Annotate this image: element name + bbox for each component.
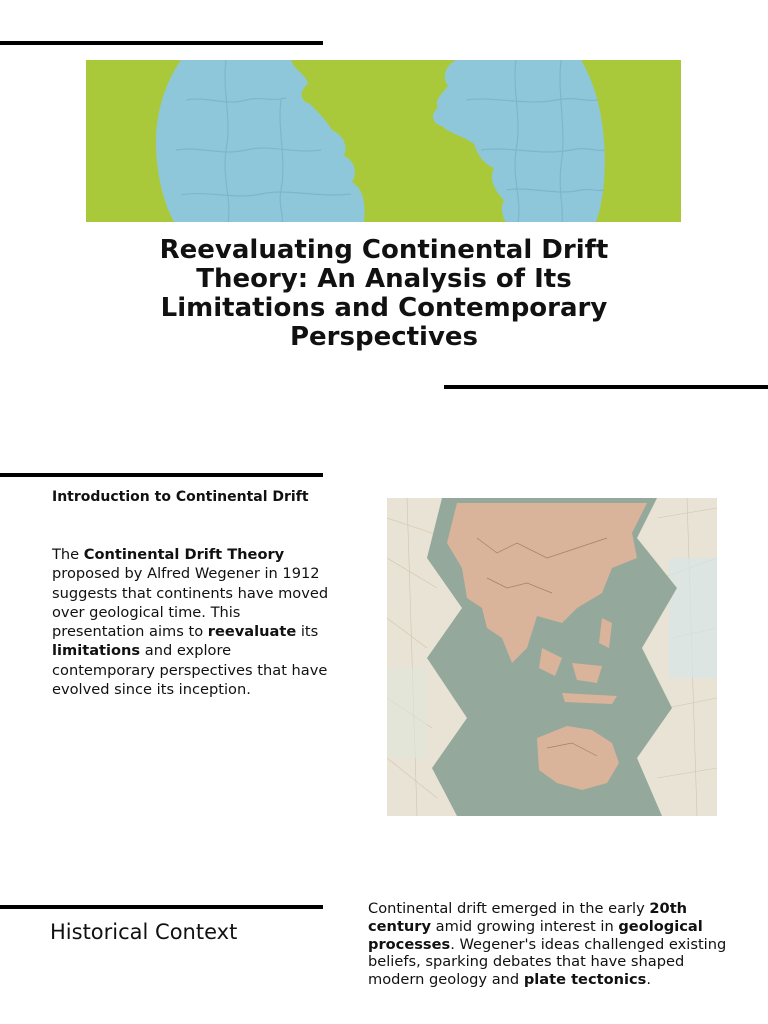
divider-line-intro [0,473,323,477]
intro-text: its [296,623,319,641]
puzzle-globe-graphic [86,60,681,222]
history-text: Continental drift emerged in the early [368,900,650,917]
intro-heading: Introduction to Continental Drift [52,489,309,505]
divider-line-top [0,41,323,45]
intro-bold-limitations: limitations [52,642,141,660]
page-title: Reevaluating Continental Drift Theory: An Analysis of Its Limitations and Contemporary Perspectives [159,235,609,352]
intro-paragraph [52,545,337,699]
history-bold-tectonics: plate tectonics [523,971,647,989]
intro-bold-reevaluate: reevaluate [207,623,297,641]
divider-line-history [0,905,323,909]
intro-text: proposed by Alfred Wegener in 1912 suggests that continents have moved over geological time. This presentation aims to [52,565,329,641]
history-bold-geological: geological processes [368,917,703,953]
hero-puzzle-image [86,60,681,222]
intro-text: and explore contemporary perspectives that have evolved since its inception. [52,642,328,699]
map-collage-graphic [387,498,717,816]
intro-bold-theory: Continental Drift Theory [83,546,285,563]
history-bold-century: 20th century [368,900,688,935]
vintage-map-image [387,498,717,816]
history-text: . [646,971,651,989]
history-heading: Historical Context [50,920,238,944]
history-paragraph [368,900,728,989]
history-text: amid growing interest in [431,917,619,935]
divider-line-middle [444,385,768,389]
history-text: . Wegener's ideas challenged existing beliefs, sparking debates that have shaped modern geology and [368,935,727,989]
intro-text: The [52,546,84,563]
